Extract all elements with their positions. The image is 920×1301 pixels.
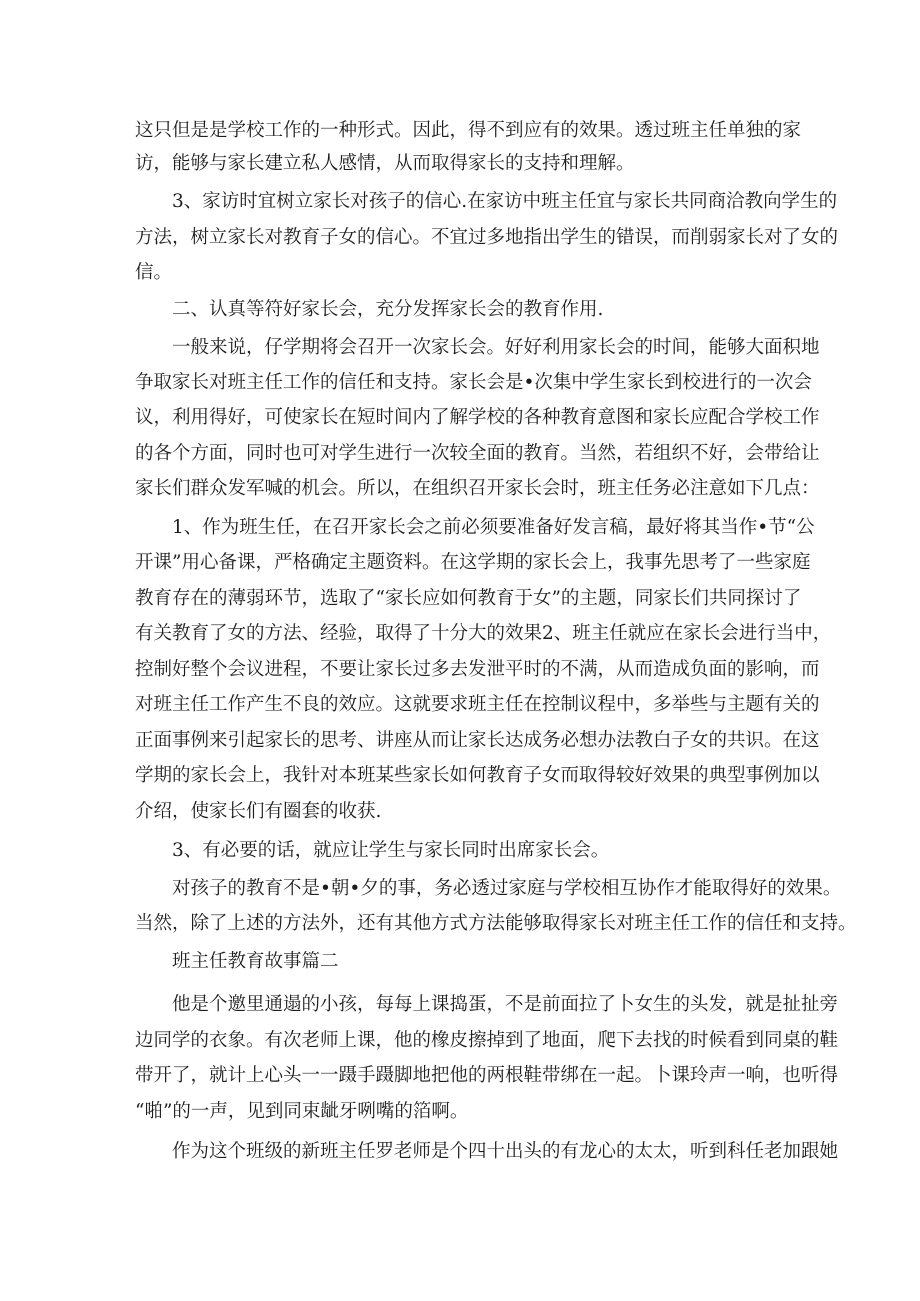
text-line: 介绍，使家长们有圈套的收获. [135,801,382,822]
text-line: 正面事例来引起家长的思考、讲座从而让家长达成务必想办法教白子女的共识。在这 [135,730,820,751]
text-line: 当然，除了上述的方法外，还有其他方式方法能够取得家长对班主任工作的信任和支持。 [135,913,857,934]
text-line: 议，利用得好，可使家长在短时间内了解学校的各种教育意图和家长应配合学校工作 [135,407,820,428]
text-line: 的各个方面，同时也可对学生进行一次较全面的教育。当然，若组织不好，会带给让 [135,443,820,464]
text-line: 3、有必要的话，就应让学生与家长同时出席家长会。 [172,840,610,861]
text-line: 家长们群众发军喊的机会。所以，在组织召开家长会时，班主任务必注意如下几点： [135,478,820,499]
text-line: 这只但是是学校工作的一种形式。因此，得不到应有的效果。透过班主任单独的家 [135,120,802,141]
text-line: 1、作为班生任，在召开家长会之前必须要准备好发言稿，最好将其当作•节“公 [172,517,815,538]
text-line: 教育存在的薄弱环节，选取了“家长应如何教育于女”的主题，同家长们共同探讨了 [135,588,802,609]
text-line: 开课”用心备课，严格确定主题资料。在这学期的家长会上，我事先思考了一些家庭 [135,552,811,573]
text-line: 一般来说，仔学期将会召开一次家长会。好好利用家长会的时间，能够大面积地 [172,337,820,358]
text-line: 对孩子的教育不是•朝•夕的事，务必透过家庭与学校相互协作才能取得好的效果。 [172,878,842,899]
text-line: 访，能够与家长建立私人感情，从而取得家长的支持和理解。 [135,153,635,174]
text-line: 有关教育了女的方法、经验，取得了十分大的效果2、班主任就应在家长会进行当中， [135,623,832,644]
section-heading: 二、认真等符好家长会，充分发挥家长会的教育作用. [172,299,604,320]
text-line: 3、家访时宜树立家长对孩子的信心.在家访中班主任宜与家长共同商洽教向学生的 [172,191,838,212]
text-line: 边同学的衣象。有次老师上课，他的橡皮擦掉到了地面，爬下去找的时候看到同桌的鞋 [135,1030,839,1051]
text-line: 对班主任工作产生不良的效应。这就要求班主任在控制议程中，多举些与主题有关的 [135,694,820,715]
text-line: 控制好整个会议进程，不要让家长过多去发泄平时的不满，从而造成负面的影响，而 [135,659,820,680]
text-line: “啪”的一声，见到同束龇牙咧嘴的箔啊。 [135,1101,469,1122]
text-line: 方法，树立家长对教育子女的信心。不宜过多地指出学生的错误，而削弱家长对了女的 [135,227,839,248]
text-line: 带开了，就计上心头一一蹑手蹑脚地把他的两根鞋带绑在一起。卜课玲声一响，也听得 [135,1065,839,1086]
text-line: 学期的家长会上，我针对本班某些家长如何教育子女而取得较好效果的典型事例加以 [135,765,820,786]
text-line: 争取家长对班主任工作的信任和支持。家长会是•次集中学生家长到校进行的一次会 [135,372,812,393]
text-line: 信。 [135,262,173,283]
text-line: 他是个邀里通遢的小孩，每每上课捣蛋，不是前面拉了卜女生的头发，就是扯扯旁 [172,994,839,1015]
text-line: 作为这个班级的新班主任罗老师是个四十出头的有龙心的太太，听到科任老加跟她 [172,1141,839,1162]
section-heading: 班主任教育故事篇二 [172,951,339,972]
